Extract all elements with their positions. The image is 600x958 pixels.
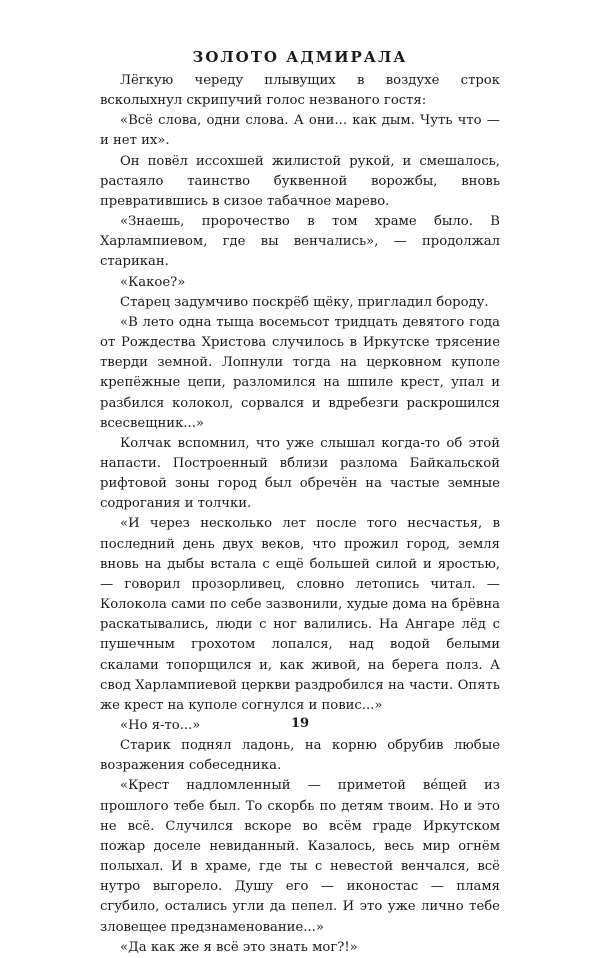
paragraph: Старец задумчиво поскрёб щёку, пригладил бороду. (120, 294, 489, 310)
page-number: 19 (290, 716, 310, 731)
paragraph: Он повёл иссохшей жилистой рукой, и смешалось, растаяло таинство буквенной ворожбы, вновь превратившись в сизое табачное марево. (100, 153, 500, 209)
page-body (100, 71, 500, 958)
paragraph: «Но я-то...» (120, 718, 201, 733)
paragraph: Старик поднял ладонь, на корню обрубив любые возражения собеседника. (100, 738, 500, 774)
paragraph: «И через несколько лет после того несчастья, в последний день двух веков, что прожил город, земля вновь на дыбы встала с ещё большей силой и яростью, — говорил прозорливец, словно летопись читал. — Колокола сами по себе зазвонили, худые дома на брёвна раскатывались, люди с ног валились. На Ангаре лёд с пушечным грохотом лопался, над водой белыми скалами топорщился и, как живой, на берега полз. А свод Харлампиевой церкви раздробился на части. Опять же крест на куполе согнулся и повис...» (100, 516, 500, 713)
running-title: ЗОЛОТО АДМИРАЛА (192, 48, 408, 66)
paragraph: Лёгкую череду плывущих в воздухе строк всколыхнул скрипучий голос незваного гостя: (100, 73, 500, 109)
paragraph: «В лето одна тыща восемьсот тридцать девятого года от Рождества Христова случилось в Иркутске трясение тверди земной. Лопнули тогда на церковном куполе крепёжные цепи, разломился на шпиле крест, упал и разбился колокол, сорвался и вдребезги раскрошился всесвещник...» (100, 314, 500, 431)
paragraph: «Крест надломленный — приметой вéщей из прошлого тебе был. То скорбь по детям твоим. Но и это не всё. Случился вскоре во всём граде Иркутском пожар доселе невиданный. Казалось, весь мир огнём полыхал. И в храме, где ты с невестой венчался, всё нутро выгорело. Душу его — иконостас — пламя сгубило, остались угли да пепел. И это уже лично тебе зловещее предзнаменование...» (100, 778, 500, 935)
paragraph: Колчак вспомнил, что уже слышал когда-то об этой напасти. Построенный вблизи разлома Байкальской рифтовой зоны город был обречён на частые земные содрогания и толчки. (100, 435, 500, 512)
paragraph: «Всё слова, одни слова. А они... как дым. Чуть что — и нет их». (100, 113, 500, 149)
paragraph: «Знаешь, пророчество в том храме было. В Харлампиевом, где вы венчались», — продолжал старикан. (100, 214, 500, 270)
paragraph: «Какое?» (120, 274, 186, 290)
paragraph: «Да как же я всё это знать мог?!» (120, 939, 358, 955)
